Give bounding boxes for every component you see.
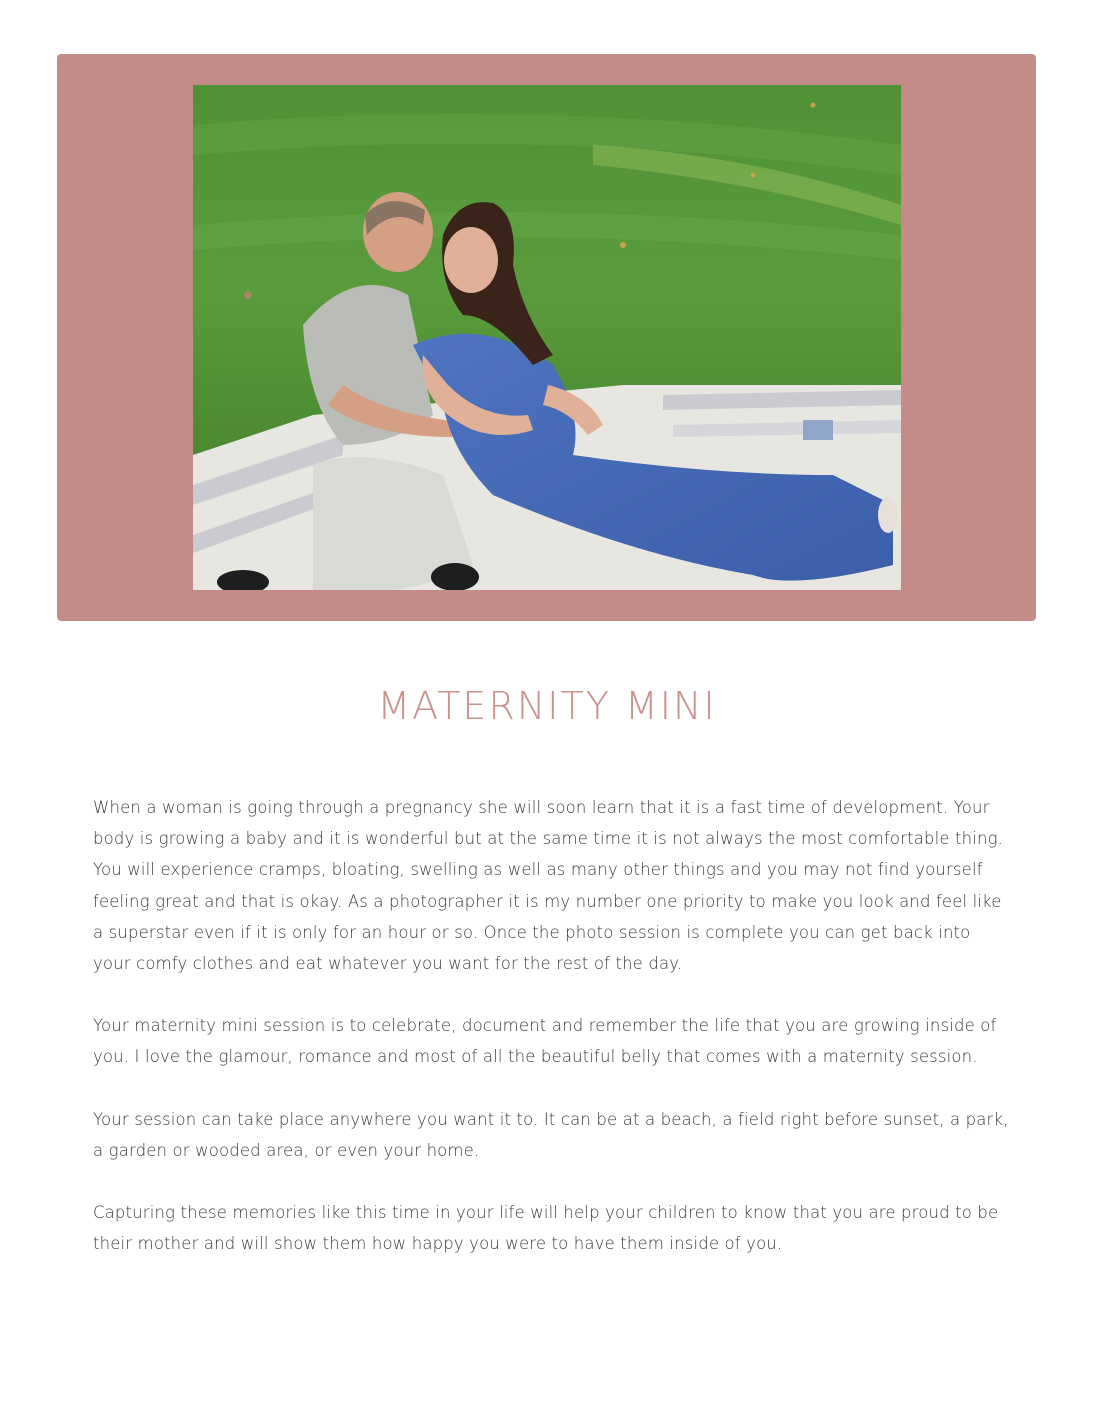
- body-text: [93, 792, 1013, 1290]
- page-title: MATERNITY MINI: [377, 684, 717, 728]
- hero-panel: [57, 54, 1036, 621]
- paragraph-session-purpose: Your maternity mini session is to celebrate, document and remember the life that you are growing inside of you. I love the glamour, romance and most of all the beautiful belly that comes with a maternity session.: [93, 1016, 997, 1067]
- paragraph-memories: Capturing these memories like this time in your life will help your children to know that you are proud to be their mother and will show them how happy you were to have them inside of you.: [93, 1203, 999, 1254]
- paragraph-intro: When a woman is going through a pregnancy she will soon learn that it is a fast time of development. Your body is growing a baby and it is wonderful but at the same time it is not always the most comfortable thing. You will experience cramps, bloating, swelling as well as many other things and you may not find yourself feeling great and that is okay. As a photographer it is my number one priority to make you look and feel like a superstar even if it is only for an hour or so. Once the photo session is complete you can get back into your comfy clothes and eat whatever you want for the rest of the day.: [93, 798, 1004, 974]
- paragraph-location: Your session can take place anywhere you want it to. It can be at a beach, a field right before sunset, a park, a garden or wooded area, or even your home.: [93, 1109, 1009, 1160]
- couple-maternity-photo: [193, 85, 901, 590]
